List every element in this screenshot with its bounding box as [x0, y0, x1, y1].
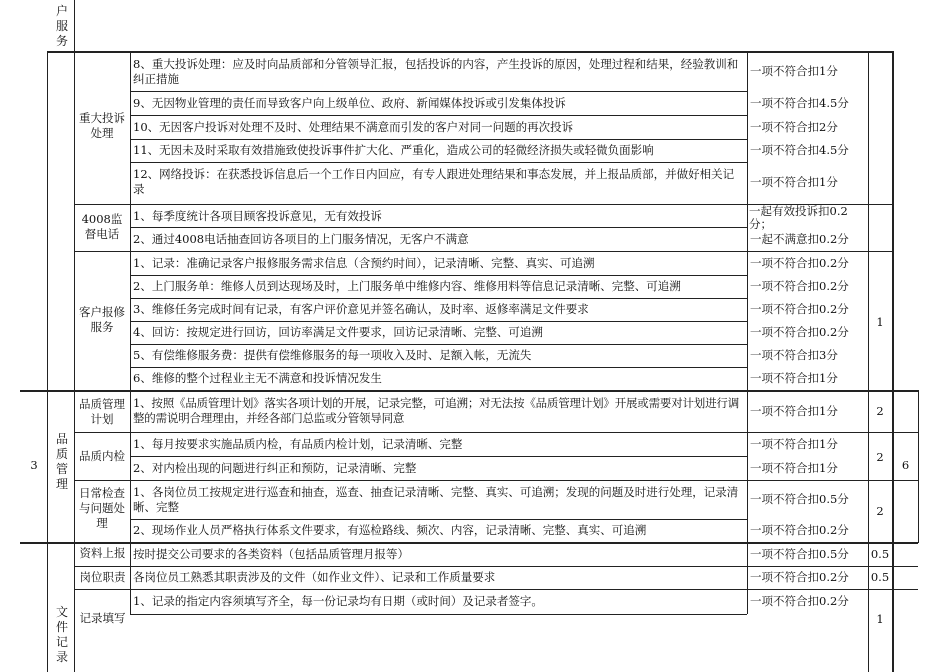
requirement-text: 4、回访：按规定进行回访，回访率满足文件要求，回访记录清晰、完整、可追溯 — [133, 325, 543, 339]
deduction-rule: 一起有效投诉扣0.2分； — [749, 204, 848, 231]
requirement-text: 6、维修的整个过程业主无不满意和投诉情况发生 — [133, 371, 382, 385]
requirement-text: 12、网络投诉：在获悉投诉信息后一个工作日内回应，有专人跟进处理结果和事态发展，并上报品质部，并做好相关记录 — [133, 167, 735, 196]
points-value: 1 — [876, 612, 884, 626]
subitem-record-filling: 记录填写 — [79, 611, 126, 625]
deduction-rule: 一项不符合扣0.2分 — [750, 570, 849, 584]
deduction-rule: 一项不符合扣0.2分 — [750, 279, 849, 293]
deduction-rule: 一项不符合扣0.5分 — [750, 492, 849, 506]
points-value: 1 — [876, 315, 884, 329]
deduction-rule: 一项不符合扣2分 — [750, 120, 838, 134]
section-number: 3 — [30, 458, 38, 472]
deduction-rule: 一起不满意扣0.2分 — [750, 232, 849, 246]
deduction-rule: 一项不符合扣0.2分 — [750, 594, 849, 608]
requirement-text: 1、记录：准确记录客户报修服务需求信息（含预约时间），记录清晰、完整、真实、可追溯 — [133, 256, 595, 270]
subitem-4008-hotline: 4008监督电话 — [81, 212, 123, 241]
deduction-rule: 一项不符合扣4.5分 — [750, 96, 849, 110]
requirement-text: 2、对内检出现的问题进行纠正和预防，记录清晰、完整 — [133, 461, 417, 475]
deduction-rule: 一项不符合扣0.2分 — [750, 325, 849, 339]
requirement-text: 2、通过4008电话抽查回访各项目的上门服务情况，无客户不满意 — [133, 232, 469, 246]
requirement-text: 1、各岗位员工按规定进行巡查和抽查，巡查、抽查记录清晰、完整、真实、可追溯；发现的问题及时进行处理，记录清晰、完整 — [133, 485, 739, 514]
category-quality-management: 品质管理 — [55, 432, 68, 491]
points-value: 2 — [876, 450, 884, 464]
subitem-job-duties: 岗位职责 — [79, 570, 126, 584]
points-value: 0.5 — [870, 547, 890, 561]
subitem-repair-service: 客户报修服务 — [79, 305, 125, 334]
deduction-rule: 一项不符合扣1分 — [750, 371, 838, 385]
requirement-text: 1、按照《品质管理计划》落实各项计划的开展，记录完整，可追溯；对无法按《品质管理计划》开展或需要对计划进行调整的需说明合理理由，并经各部门总监或分管领导同意 — [133, 396, 740, 425]
requirement-text: 8、重大投诉处理：应及时向品质部和分管领导汇报，包括投诉的内容，产生投诉的原因，处理过程和结果，经验教训和纠正措施 — [133, 57, 739, 86]
total-points: 6 — [901, 458, 910, 472]
deduction-rule: 一项不符合扣0.5分 — [750, 547, 849, 561]
deduction-rule: 一项不符合扣1分 — [750, 64, 838, 78]
requirement-text: 按时提交公司要求的各类资料（包括品质管理月报等） — [133, 547, 409, 561]
deduction-rule: 一项不符合扣1分 — [750, 175, 838, 189]
requirement-text: 10、无因客户投诉对处理不及时、处理结果不满意而引发的客户对同一问题的再次投诉 — [133, 120, 574, 134]
subitem-daily-inspection: 日常检查与问题处理 — [79, 486, 125, 530]
requirement-text: 1、每月按要求实施品质内检，有品质内检计划，记录清晰、完整 — [133, 437, 463, 451]
deduction-rule: 一项不符合扣3分 — [750, 348, 838, 362]
deduction-rule: 一项不符合扣1分 — [750, 437, 838, 451]
requirement-text: 3、维修任务完成时间有记录，有客户评价意见并签名确认，及时率、返修率满足文件要求 — [133, 302, 589, 316]
points-value: 0.5 — [870, 570, 890, 584]
deduction-rule: 一项不符合扣1分 — [750, 404, 838, 418]
points-value: 2 — [876, 504, 884, 518]
deduction-rule: 一项不符合扣0.2分 — [750, 302, 849, 316]
deduction-rule: 一项不符合扣0.2分 — [750, 523, 849, 537]
requirement-text: 5、有偿维修服务费：提供有偿维修服务的每一项收入及时、足额入帐，无流失 — [133, 348, 532, 362]
category-document-records: 文件记录 — [55, 605, 68, 664]
requirement-text: 各岗位员工熟悉其职责涉及的文件（如作业文件）、记录和工作质量要求 — [133, 570, 496, 584]
requirement-text: 9、无因物业管理的责任而导致客户向上级单位、政府、新闻媒体投诉或引发集体投诉 — [133, 96, 566, 110]
category-customer-service: 户服务 — [55, 4, 68, 48]
requirement-text: 1、记录的指定内容须填写齐全，每一份记录均有日期（或时间）及记录者签字。 — [133, 594, 543, 608]
subitem-major-complaint: 重大投诉处理 — [79, 111, 125, 140]
requirement-text: 2、现场作业人员严格执行体系文件要求，有巡检路线、频次、内容，记录清晰、完整、真实、可追溯 — [133, 523, 647, 537]
subitem-data-reporting: 资料上报 — [79, 546, 126, 560]
subitem-internal-inspection: 品质内检 — [79, 449, 125, 463]
requirement-text: 2、上门服务单：维修人员到达现场及时，上门服务单中维修内容、维修用料等信息记录清晰、完整、可追溯 — [133, 279, 681, 293]
deduction-rule: 一项不符合扣1分 — [750, 461, 838, 475]
requirement-text: 1、每季度统计各项目顾客投诉意见，无有效投诉 — [133, 209, 382, 223]
deduction-rule: 一项不符合扣4.5分 — [750, 143, 849, 157]
subitem-quality-plan: 品质管理计划 — [79, 397, 125, 426]
deduction-rule: 一项不符合扣0.2分 — [750, 256, 849, 270]
points-value: 2 — [876, 404, 884, 418]
requirement-text: 11、无因未及时采取有效措施致使投诉事件扩大化、严重化，造成公司的轻微经济损失或轻微负面影响 — [133, 143, 654, 157]
